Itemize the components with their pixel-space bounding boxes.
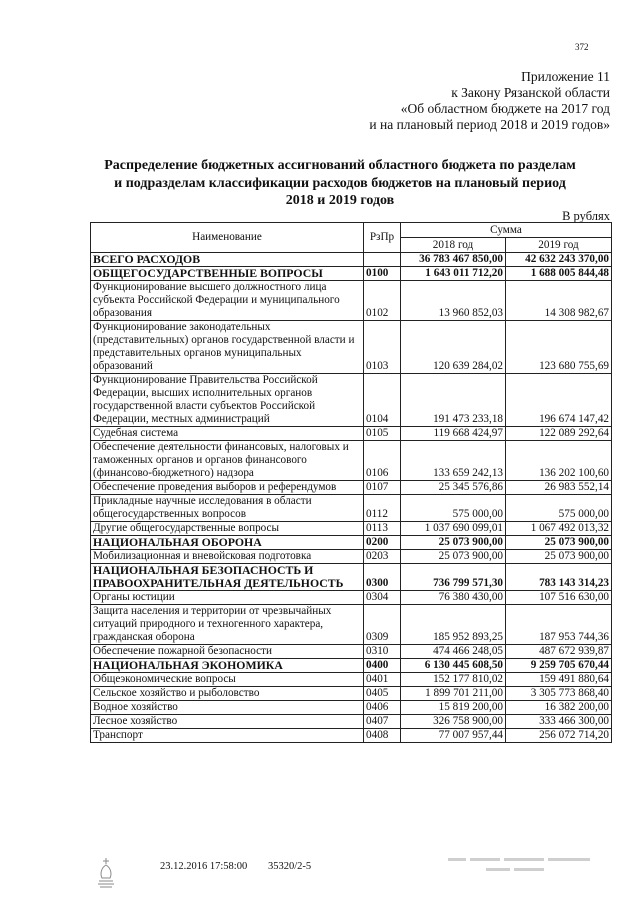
row-name: Водное хозяйство: [91, 701, 364, 715]
row-name: Лесное хозяйство: [91, 715, 364, 729]
row-amount-2019: 487 672 939,87: [506, 645, 612, 659]
appendix-line-1: Приложение 11: [521, 69, 610, 84]
row-code: 0304: [364, 591, 401, 605]
appendix-line-4: и на плановый период 2018 и 2019 годов»: [369, 117, 610, 132]
row-name: Функционирование законодательных (представительных) органов государственной власти и представительных органов муниципальных образований: [91, 321, 364, 374]
table-row: [91, 522, 612, 536]
row-amount-2018: 191 473 233,18: [401, 374, 506, 427]
row-name: НАЦИОНАЛЬНАЯ ОБОРОНА: [91, 536, 364, 550]
row-name: Функционирование высшего должностного лица субъекта Российской Федерации и муниципального образования: [91, 281, 364, 321]
row-amount-2019: 136 202 100,60: [506, 441, 612, 481]
row-amount-2019: 187 953 744,36: [506, 605, 612, 645]
table-row: [91, 267, 612, 281]
row-amount-2018: 152 177 810,02: [401, 673, 506, 687]
row-amount-2019: 333 466 300,00: [506, 715, 612, 729]
document-title: [70, 157, 610, 210]
row-code: 0107: [364, 481, 401, 495]
row-name: Органы юстиции: [91, 591, 364, 605]
row-name: Другие общегосударственные вопросы: [91, 522, 364, 536]
row-name: Обеспечение деятельности финансовых, налоговых и таможенных органов и органов финансового (финансово-бюджетного) надзора: [91, 441, 364, 481]
table-row: [91, 536, 612, 550]
row-code: 0309: [364, 605, 401, 645]
row-amount-2018: 185 952 893,25: [401, 605, 506, 645]
row-amount-2018: 25 073 900,00: [401, 550, 506, 564]
row-name: ОБЩЕГОСУДАРСТВЕННЫЕ ВОПРОСЫ: [91, 267, 364, 281]
table-row: [91, 673, 612, 687]
footer-date: 23.12.2016 17:58:00: [160, 861, 248, 872]
row-amount-2018: 119 668 424,97: [401, 427, 506, 441]
table-row: [91, 321, 612, 374]
row-name: Обеспечение пожарной безопасности: [91, 645, 364, 659]
row-code: 0104: [364, 374, 401, 427]
row-amount-2019: 107 516 630,00: [506, 591, 612, 605]
table-row: [91, 645, 612, 659]
row-name: НАЦИОНАЛЬНАЯ ЭКОНОМИКА: [91, 659, 364, 673]
table-row: [91, 253, 612, 267]
row-name: ВСЕГО РАСХОДОВ: [91, 253, 364, 267]
row-code: 0300: [364, 564, 401, 591]
row-amount-2019: 16 382 200,00: [506, 701, 612, 715]
row-amount-2019: 196 674 147,42: [506, 374, 612, 427]
row-amount-2019: 26 983 552,14: [506, 481, 612, 495]
table-row: [91, 550, 612, 564]
notary-logo-icon: [95, 856, 117, 890]
row-amount-2018: 1 899 701 211,00: [401, 687, 506, 701]
row-code: 0102: [364, 281, 401, 321]
row-code: 0103: [364, 321, 401, 374]
units-label: В рублях: [562, 209, 610, 223]
appendix-block: [369, 69, 610, 133]
row-amount-2018: 13 960 852,03: [401, 281, 506, 321]
header-code: РзПр: [364, 223, 401, 253]
table-row: [91, 374, 612, 427]
appendix-line-2: к Закону Рязанской области: [451, 85, 610, 100]
table-row: [91, 441, 612, 481]
row-code: 0401: [364, 673, 401, 687]
header-year-2018: 2018 год: [401, 238, 506, 253]
row-amount-2018: 25 345 576,86: [401, 481, 506, 495]
title-line-1: Распределение бюджетных ассигнований областного бюджета по разделам: [104, 158, 576, 173]
table-row: [91, 281, 612, 321]
row-amount-2019: 122 089 292,64: [506, 427, 612, 441]
page-number: 372: [575, 42, 589, 52]
row-code: 0100: [364, 267, 401, 281]
row-code: 0200: [364, 536, 401, 550]
row-code: 0113: [364, 522, 401, 536]
row-amount-2018: 736 799 571,30: [401, 564, 506, 591]
row-amount-2019: 575 000,00: [506, 495, 612, 522]
appendix-line-3: «Об областном бюджете на 2017 год: [400, 101, 610, 116]
row-name: Мобилизационная и вневойсковая подготовка: [91, 550, 364, 564]
watermark-stamp: [446, 855, 596, 885]
table-row: [91, 687, 612, 701]
row-name: Прикладные научные исследования в области общегосударственных вопросов: [91, 495, 364, 522]
row-code: 0406: [364, 701, 401, 715]
table-row: [91, 564, 612, 591]
row-amount-2019: 14 308 982,67: [506, 281, 612, 321]
row-name: Защита населения и территории от чрезвычайных ситуаций природного и техногенного характера, гражданская оборона: [91, 605, 364, 645]
header-sum: Сумма: [401, 223, 612, 238]
row-amount-2018: 15 819 200,00: [401, 701, 506, 715]
row-amount-2019: 25 073 900,00: [506, 536, 612, 550]
row-amount-2019: 42 632 243 370,00: [506, 253, 612, 267]
footer-doc-id: 35320/2-5: [268, 861, 312, 872]
row-amount-2018: 133 659 242,13: [401, 441, 506, 481]
row-code: 0407: [364, 715, 401, 729]
row-amount-2018: 1 643 011 712,20: [401, 267, 506, 281]
row-amount-2018: 120 639 284,02: [401, 321, 506, 374]
row-code: 0105: [364, 427, 401, 441]
row-name: Общеэкономические вопросы: [91, 673, 364, 687]
table-row: [91, 729, 612, 743]
row-amount-2019: 256 072 714,20: [506, 729, 612, 743]
row-amount-2019: 3 305 773 868,40: [506, 687, 612, 701]
title-line-3: 2018 и 2019 годов: [285, 193, 395, 208]
table-row: [91, 715, 612, 729]
budget-table-body: [91, 253, 612, 743]
row-code: 0203: [364, 550, 401, 564]
row-amount-2018: 25 073 900,00: [401, 536, 506, 550]
row-code: 0408: [364, 729, 401, 743]
row-name: Сельское хозяйство и рыболовство: [91, 687, 364, 701]
row-amount-2018: 36 783 467 850,00: [401, 253, 506, 267]
row-code: 0405: [364, 687, 401, 701]
row-amount-2018: 76 380 430,00: [401, 591, 506, 605]
row-amount-2018: 326 758 900,00: [401, 715, 506, 729]
table-row: [91, 605, 612, 645]
budget-table: [90, 222, 612, 743]
row-amount-2019: 783 143 314,23: [506, 564, 612, 591]
row-amount-2019: 123 680 755,69: [506, 321, 612, 374]
row-amount-2018: 77 007 957,44: [401, 729, 506, 743]
row-code: [364, 253, 401, 267]
row-name: Судебная система: [91, 427, 364, 441]
table-row: [91, 701, 612, 715]
row-code: 0112: [364, 495, 401, 522]
table-row: [91, 591, 612, 605]
row-amount-2019: 1 067 492 013,32: [506, 522, 612, 536]
table-row: [91, 481, 612, 495]
row-name: НАЦИОНАЛЬНАЯ БЕЗОПАСНОСТЬ И ПРАВООХРАНИТЕЛЬНАЯ ДЕЯТЕЛЬНОСТЬ: [91, 564, 364, 591]
row-amount-2019: 9 259 705 670,44: [506, 659, 612, 673]
row-code: 0106: [364, 441, 401, 481]
header-year-2019: 2019 год: [506, 238, 612, 253]
row-code: 0310: [364, 645, 401, 659]
row-amount-2018: 575 000,00: [401, 495, 506, 522]
row-code: 0400: [364, 659, 401, 673]
row-amount-2019: 159 491 880,64: [506, 673, 612, 687]
header-name: Наименование: [91, 223, 364, 253]
row-name: Транспорт: [91, 729, 364, 743]
row-amount-2018: 474 466 248,05: [401, 645, 506, 659]
title-line-2: и подразделам классификации расходов бюджетов на плановый период: [114, 175, 566, 191]
row-amount-2018: 6 130 445 608,50: [401, 659, 506, 673]
row-name: Обеспечение проведения выборов и референдумов: [91, 481, 364, 495]
table-row: [91, 427, 612, 441]
row-amount-2019: 25 073 900,00: [506, 550, 612, 564]
table-row: [91, 495, 612, 522]
row-amount-2019: 1 688 005 844,48: [506, 267, 612, 281]
row-name: Функционирование Правительства Российской Федерации, высших исполнительных органов государственной власти субъектов Российской Федерации, местных администраций: [91, 374, 364, 427]
table-row: [91, 659, 612, 673]
row-amount-2018: 1 037 690 099,01: [401, 522, 506, 536]
